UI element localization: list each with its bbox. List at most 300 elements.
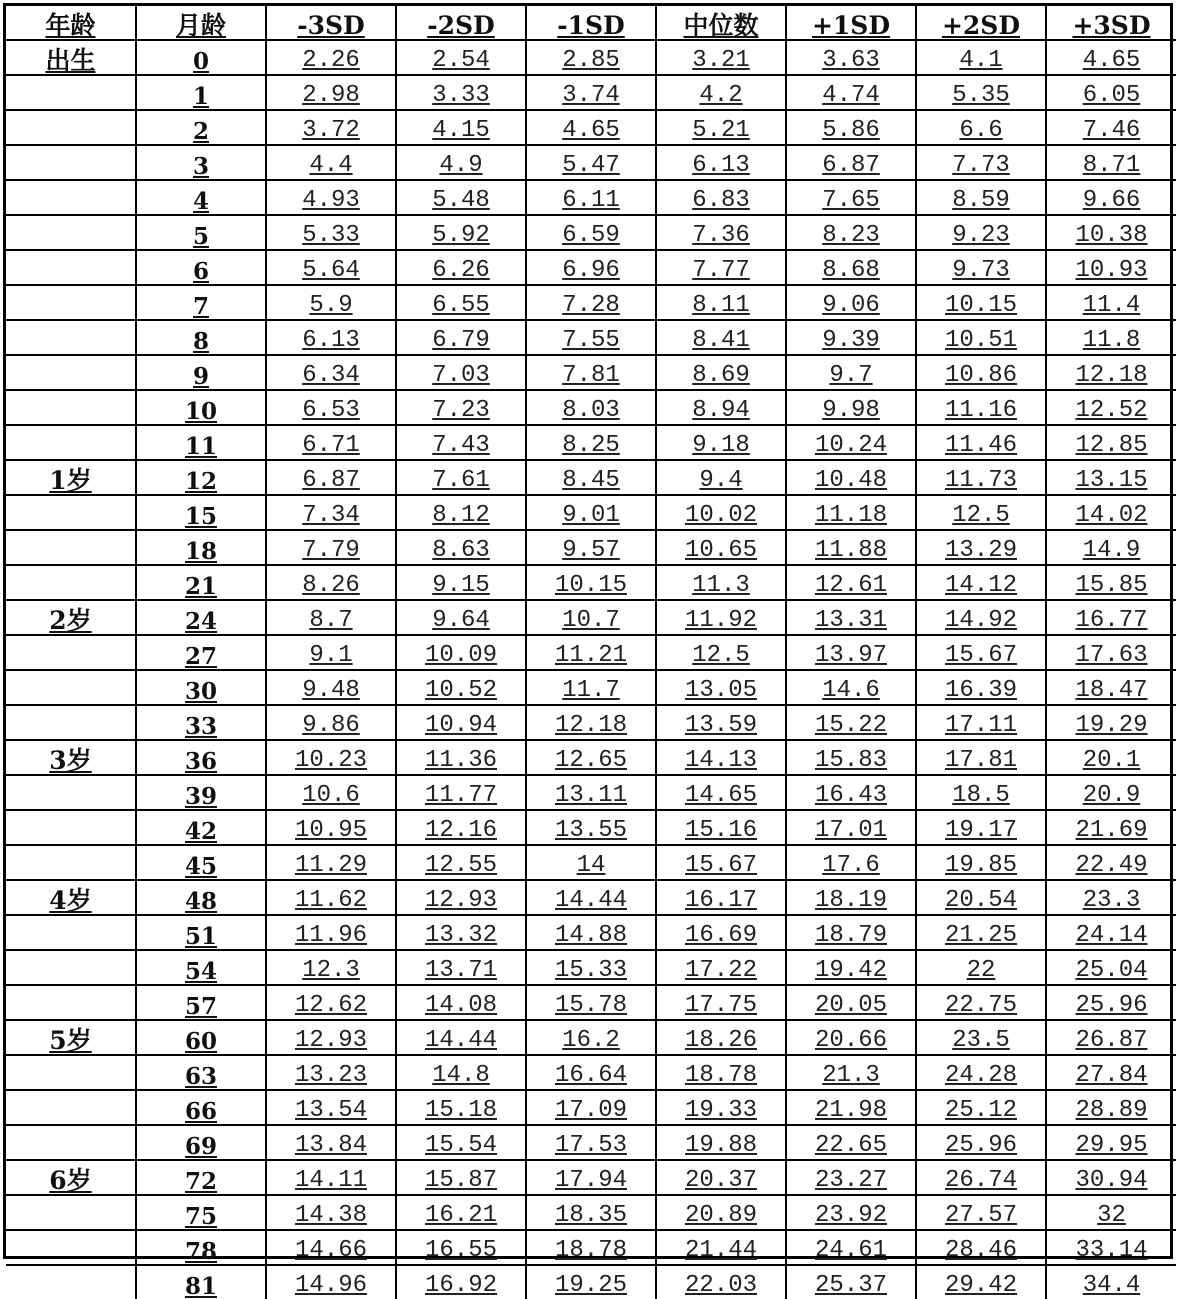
value-cell-plus-3sd: 28.89 [1046, 1090, 1176, 1125]
value-cell-median: 4.2 [656, 75, 786, 110]
value-cell-plus-1sd: 9.98 [786, 390, 916, 425]
value-cell-minus-2sd: 8.12 [396, 495, 526, 530]
age-group-cell [6, 845, 136, 880]
value-cell-median: 10.02 [656, 495, 786, 530]
value-cell-minus-1sd: 17.09 [526, 1090, 656, 1125]
table-row [6, 495, 1176, 530]
value-cell-median: 22.03 [656, 1265, 786, 1299]
value-cell-plus-1sd: 22.65 [786, 1125, 916, 1160]
value-cell-minus-2sd: 16.21 [396, 1195, 526, 1230]
age-group-cell [6, 180, 136, 215]
age-group-cell: 1岁 [6, 460, 136, 495]
header-minus-1sd: -1SD [526, 6, 656, 40]
value-cell-plus-1sd: 16.43 [786, 775, 916, 810]
age-group-cell [6, 110, 136, 145]
table-row [6, 355, 1176, 390]
age-group-cell [6, 285, 136, 320]
age-group-cell: 6岁 [6, 1160, 136, 1195]
table-row [6, 40, 1176, 75]
value-cell-minus-3sd: 14.66 [266, 1230, 396, 1265]
value-cell-minus-1sd: 6.96 [526, 250, 656, 285]
age-group-cell [6, 1265, 136, 1299]
value-cell-minus-2sd: 10.52 [396, 670, 526, 705]
table-row [6, 1090, 1176, 1125]
age-group-cell: 出生 [6, 40, 136, 75]
value-cell-median: 15.67 [656, 845, 786, 880]
value-cell-minus-3sd: 7.79 [266, 530, 396, 565]
month-age-cell: 72 [136, 1160, 266, 1195]
value-cell-plus-3sd: 6.05 [1046, 75, 1176, 110]
value-cell-plus-3sd: 15.85 [1046, 565, 1176, 600]
value-cell-minus-3sd: 2.26 [266, 40, 396, 75]
value-cell-plus-3sd: 9.66 [1046, 180, 1176, 215]
value-cell-minus-1sd: 13.11 [526, 775, 656, 810]
month-age-cell: 63 [136, 1055, 266, 1090]
value-cell-plus-2sd: 27.57 [916, 1195, 1046, 1230]
value-cell-plus-3sd: 33.14 [1046, 1230, 1176, 1265]
value-cell-minus-2sd: 2.54 [396, 40, 526, 75]
value-cell-minus-1sd: 14.44 [526, 880, 656, 915]
table-row [6, 600, 1176, 635]
value-cell-plus-3sd: 25.96 [1046, 985, 1176, 1020]
value-cell-median: 20.89 [656, 1195, 786, 1230]
value-cell-minus-1sd: 8.25 [526, 425, 656, 460]
value-cell-median: 17.22 [656, 950, 786, 985]
value-cell-plus-3sd: 30.94 [1046, 1160, 1176, 1195]
value-cell-minus-3sd: 6.13 [266, 320, 396, 355]
value-cell-plus-2sd: 22 [916, 950, 1046, 985]
value-cell-plus-3sd: 12.52 [1046, 390, 1176, 425]
value-cell-plus-2sd: 11.73 [916, 460, 1046, 495]
value-cell-plus-2sd: 21.25 [916, 915, 1046, 950]
value-cell-plus-3sd: 25.04 [1046, 950, 1176, 985]
value-cell-minus-1sd: 11.7 [526, 670, 656, 705]
value-cell-minus-2sd: 14.44 [396, 1020, 526, 1055]
value-cell-minus-1sd: 7.55 [526, 320, 656, 355]
value-cell-plus-1sd: 4.74 [786, 75, 916, 110]
value-cell-minus-1sd: 6.11 [526, 180, 656, 215]
value-cell-minus-3sd: 11.62 [266, 880, 396, 915]
table-row [6, 880, 1176, 915]
value-cell-plus-3sd: 8.71 [1046, 145, 1176, 180]
value-cell-minus-1sd: 16.2 [526, 1020, 656, 1055]
value-cell-plus-1sd: 9.39 [786, 320, 916, 355]
value-cell-minus-2sd: 16.55 [396, 1230, 526, 1265]
value-cell-median: 8.11 [656, 285, 786, 320]
value-cell-median: 21.44 [656, 1230, 786, 1265]
value-cell-minus-1sd: 2.85 [526, 40, 656, 75]
table-body [6, 40, 1176, 1299]
value-cell-plus-3sd: 18.47 [1046, 670, 1176, 705]
month-age-cell: 3 [136, 145, 266, 180]
age-group-cell: 4岁 [6, 880, 136, 915]
month-age-cell: 75 [136, 1195, 266, 1230]
table-row [6, 320, 1176, 355]
value-cell-plus-1sd: 11.18 [786, 495, 916, 530]
age-group-cell [6, 215, 136, 250]
value-cell-minus-3sd: 8.7 [266, 600, 396, 635]
value-cell-plus-2sd: 9.73 [916, 250, 1046, 285]
value-cell-plus-3sd: 12.85 [1046, 425, 1176, 460]
value-cell-minus-1sd: 18.78 [526, 1230, 656, 1265]
value-cell-plus-2sd: 17.11 [916, 705, 1046, 740]
value-cell-plus-3sd: 26.87 [1046, 1020, 1176, 1055]
table-row [6, 75, 1176, 110]
value-cell-plus-1sd: 11.88 [786, 530, 916, 565]
value-cell-minus-2sd: 15.87 [396, 1160, 526, 1195]
table-row [6, 530, 1176, 565]
table-row [6, 810, 1176, 845]
value-cell-plus-3sd: 24.14 [1046, 915, 1176, 950]
age-group-cell [6, 915, 136, 950]
month-age-cell: 8 [136, 320, 266, 355]
value-cell-minus-2sd: 5.92 [396, 215, 526, 250]
value-cell-plus-2sd: 9.23 [916, 215, 1046, 250]
value-cell-minus-2sd: 7.23 [396, 390, 526, 425]
value-cell-median: 6.13 [656, 145, 786, 180]
value-cell-median: 19.33 [656, 1090, 786, 1125]
value-cell-median: 8.94 [656, 390, 786, 425]
table-row [6, 215, 1176, 250]
growth-standard-table-frame [3, 3, 1173, 1299]
value-cell-plus-3sd: 10.93 [1046, 250, 1176, 285]
value-cell-plus-1sd: 12.61 [786, 565, 916, 600]
value-cell-plus-2sd: 23.5 [916, 1020, 1046, 1055]
age-group-cell [6, 390, 136, 425]
value-cell-minus-2sd: 7.03 [396, 355, 526, 390]
table-row [6, 1055, 1176, 1090]
value-cell-median: 8.69 [656, 355, 786, 390]
value-cell-minus-3sd: 12.62 [266, 985, 396, 1020]
value-cell-plus-1sd: 25.37 [786, 1265, 916, 1299]
month-age-cell: 11 [136, 425, 266, 460]
value-cell-plus-1sd: 17.01 [786, 810, 916, 845]
value-cell-plus-1sd: 3.63 [786, 40, 916, 75]
value-cell-minus-2sd: 11.36 [396, 740, 526, 775]
value-cell-minus-1sd: 7.28 [526, 285, 656, 320]
value-cell-minus-3sd: 6.53 [266, 390, 396, 425]
value-cell-minus-2sd: 6.55 [396, 285, 526, 320]
value-cell-median: 5.21 [656, 110, 786, 145]
value-cell-minus-1sd: 5.47 [526, 145, 656, 180]
header-minus-2sd: -2SD [396, 6, 526, 40]
value-cell-minus-3sd: 6.71 [266, 425, 396, 460]
value-cell-minus-2sd: 5.48 [396, 180, 526, 215]
value-cell-minus-2sd: 15.54 [396, 1125, 526, 1160]
month-age-cell: 9 [136, 355, 266, 390]
value-cell-plus-1sd: 8.68 [786, 250, 916, 285]
value-cell-plus-3sd: 32 [1046, 1195, 1176, 1230]
age-group-cell [6, 1195, 136, 1230]
value-cell-minus-1sd: 8.45 [526, 460, 656, 495]
value-cell-minus-3sd: 11.29 [266, 845, 396, 880]
value-cell-median: 7.77 [656, 250, 786, 285]
value-cell-minus-3sd: 10.23 [266, 740, 396, 775]
value-cell-minus-3sd: 9.1 [266, 635, 396, 670]
value-cell-minus-2sd: 10.94 [396, 705, 526, 740]
value-cell-minus-1sd: 8.03 [526, 390, 656, 425]
month-age-cell: 6 [136, 250, 266, 285]
month-age-cell: 42 [136, 810, 266, 845]
table-row [6, 915, 1176, 950]
value-cell-minus-3sd: 14.11 [266, 1160, 396, 1195]
value-cell-plus-3sd: 14.9 [1046, 530, 1176, 565]
age-group-cell [6, 705, 136, 740]
table-row [6, 1160, 1176, 1195]
value-cell-plus-1sd: 23.92 [786, 1195, 916, 1230]
value-cell-minus-1sd: 10.7 [526, 600, 656, 635]
value-cell-minus-3sd: 8.26 [266, 565, 396, 600]
value-cell-minus-1sd: 17.94 [526, 1160, 656, 1195]
age-group-cell [6, 635, 136, 670]
value-cell-minus-3sd: 6.34 [266, 355, 396, 390]
value-cell-plus-2sd: 25.96 [916, 1125, 1046, 1160]
table-row [6, 1230, 1176, 1265]
value-cell-plus-2sd: 19.17 [916, 810, 1046, 845]
value-cell-minus-1sd: 16.64 [526, 1055, 656, 1090]
age-group-cell [6, 530, 136, 565]
value-cell-plus-2sd: 19.85 [916, 845, 1046, 880]
value-cell-minus-1sd: 12.18 [526, 705, 656, 740]
value-cell-plus-2sd: 11.16 [916, 390, 1046, 425]
value-cell-minus-2sd: 12.16 [396, 810, 526, 845]
table-row [6, 1125, 1176, 1160]
table-row [6, 390, 1176, 425]
month-age-cell: 51 [136, 915, 266, 950]
value-cell-median: 16.69 [656, 915, 786, 950]
value-cell-minus-3sd: 14.38 [266, 1195, 396, 1230]
table-row [6, 1195, 1176, 1230]
value-cell-minus-1sd: 19.25 [526, 1265, 656, 1299]
value-cell-plus-1sd: 21.98 [786, 1090, 916, 1125]
value-cell-median: 19.88 [656, 1125, 786, 1160]
month-age-cell: 78 [136, 1230, 266, 1265]
table-row [6, 845, 1176, 880]
value-cell-plus-1sd: 10.24 [786, 425, 916, 460]
value-cell-plus-2sd: 14.12 [916, 565, 1046, 600]
value-cell-plus-1sd: 6.87 [786, 145, 916, 180]
value-cell-plus-1sd: 7.65 [786, 180, 916, 215]
month-age-cell: 21 [136, 565, 266, 600]
value-cell-plus-3sd: 34.4 [1046, 1265, 1176, 1299]
value-cell-plus-2sd: 10.51 [916, 320, 1046, 355]
value-cell-minus-3sd: 5.9 [266, 285, 396, 320]
value-cell-minus-2sd: 15.18 [396, 1090, 526, 1125]
value-cell-plus-1sd: 10.48 [786, 460, 916, 495]
value-cell-minus-2sd: 3.33 [396, 75, 526, 110]
month-age-cell: 24 [136, 600, 266, 635]
value-cell-minus-2sd: 13.71 [396, 950, 526, 985]
value-cell-minus-2sd: 9.15 [396, 565, 526, 600]
month-age-cell: 66 [136, 1090, 266, 1125]
age-group-cell [6, 320, 136, 355]
value-cell-minus-2sd: 14.8 [396, 1055, 526, 1090]
value-cell-minus-3sd: 10.95 [266, 810, 396, 845]
value-cell-plus-1sd: 14.6 [786, 670, 916, 705]
month-age-cell: 33 [136, 705, 266, 740]
value-cell-plus-3sd: 23.3 [1046, 880, 1176, 915]
month-age-cell: 48 [136, 880, 266, 915]
value-cell-median: 14.65 [656, 775, 786, 810]
month-age-cell: 36 [136, 740, 266, 775]
month-age-cell: 2 [136, 110, 266, 145]
header-minus-3sd: -3SD [266, 6, 396, 40]
value-cell-plus-1sd: 8.23 [786, 215, 916, 250]
value-cell-plus-3sd: 7.46 [1046, 110, 1176, 145]
value-cell-minus-3sd: 6.87 [266, 460, 396, 495]
value-cell-plus-3sd: 20.9 [1046, 775, 1176, 810]
value-cell-median: 15.16 [656, 810, 786, 845]
value-cell-plus-3sd: 4.65 [1046, 40, 1176, 75]
table-row [6, 670, 1176, 705]
value-cell-plus-2sd: 8.59 [916, 180, 1046, 215]
value-cell-plus-1sd: 23.27 [786, 1160, 916, 1195]
header-row [6, 6, 1176, 40]
value-cell-minus-2sd: 12.93 [396, 880, 526, 915]
month-age-cell: 27 [136, 635, 266, 670]
value-cell-median: 9.18 [656, 425, 786, 460]
value-cell-plus-3sd: 20.1 [1046, 740, 1176, 775]
month-age-cell: 30 [136, 670, 266, 705]
value-cell-minus-1sd: 14.88 [526, 915, 656, 950]
value-cell-minus-3sd: 4.4 [266, 145, 396, 180]
table-row [6, 110, 1176, 145]
month-age-cell: 60 [136, 1020, 266, 1055]
value-cell-plus-3sd: 13.15 [1046, 460, 1176, 495]
value-cell-plus-1sd: 9.7 [786, 355, 916, 390]
value-cell-median: 13.59 [656, 705, 786, 740]
value-cell-plus-3sd: 29.95 [1046, 1125, 1176, 1160]
age-group-cell: 2岁 [6, 600, 136, 635]
table-row [6, 425, 1176, 460]
value-cell-plus-1sd: 9.06 [786, 285, 916, 320]
value-cell-plus-2sd: 4.1 [916, 40, 1046, 75]
value-cell-minus-3sd: 7.34 [266, 495, 396, 530]
value-cell-plus-2sd: 12.5 [916, 495, 1046, 530]
value-cell-minus-1sd: 4.65 [526, 110, 656, 145]
value-cell-plus-2sd: 26.74 [916, 1160, 1046, 1195]
value-cell-median: 11.3 [656, 565, 786, 600]
value-cell-minus-2sd: 4.15 [396, 110, 526, 145]
age-group-cell [6, 950, 136, 985]
header-month: 月龄 [136, 6, 266, 40]
month-age-cell: 1 [136, 75, 266, 110]
age-group-cell [6, 670, 136, 705]
month-age-cell: 39 [136, 775, 266, 810]
value-cell-plus-2sd: 18.5 [916, 775, 1046, 810]
age-group-cell: 5岁 [6, 1020, 136, 1055]
value-cell-minus-3sd: 12.93 [266, 1020, 396, 1055]
month-age-cell: 7 [136, 285, 266, 320]
value-cell-minus-3sd: 3.72 [266, 110, 396, 145]
value-cell-plus-3sd: 11.8 [1046, 320, 1176, 355]
value-cell-plus-3sd: 27.84 [1046, 1055, 1176, 1090]
value-cell-minus-3sd: 5.64 [266, 250, 396, 285]
value-cell-minus-3sd: 13.84 [266, 1125, 396, 1160]
value-cell-minus-3sd: 11.96 [266, 915, 396, 950]
value-cell-minus-2sd: 16.92 [396, 1265, 526, 1299]
month-age-cell: 45 [136, 845, 266, 880]
value-cell-minus-3sd: 13.54 [266, 1090, 396, 1125]
value-cell-median: 6.83 [656, 180, 786, 215]
table-row [6, 950, 1176, 985]
value-cell-plus-1sd: 20.05 [786, 985, 916, 1020]
value-cell-minus-2sd: 8.63 [396, 530, 526, 565]
value-cell-minus-1sd: 9.01 [526, 495, 656, 530]
value-cell-median: 10.65 [656, 530, 786, 565]
value-cell-plus-2sd: 16.39 [916, 670, 1046, 705]
value-cell-minus-1sd: 15.33 [526, 950, 656, 985]
table-row [6, 565, 1176, 600]
age-group-cell [6, 1055, 136, 1090]
age-group-cell: 3岁 [6, 740, 136, 775]
value-cell-plus-2sd: 29.42 [916, 1265, 1046, 1299]
month-age-cell: 0 [136, 40, 266, 75]
value-cell-median: 11.92 [656, 600, 786, 635]
header-plus-2sd: +2SD [916, 6, 1046, 40]
value-cell-minus-2sd: 11.77 [396, 775, 526, 810]
value-cell-plus-1sd: 15.22 [786, 705, 916, 740]
growth-standard-table [6, 6, 1176, 1299]
age-group-cell [6, 1230, 136, 1265]
value-cell-minus-3sd: 10.6 [266, 775, 396, 810]
value-cell-median: 3.21 [656, 40, 786, 75]
value-cell-median: 14.13 [656, 740, 786, 775]
month-age-cell: 18 [136, 530, 266, 565]
value-cell-plus-3sd: 17.63 [1046, 635, 1176, 670]
value-cell-plus-3sd: 11.4 [1046, 285, 1176, 320]
value-cell-plus-3sd: 22.49 [1046, 845, 1176, 880]
value-cell-plus-3sd: 12.18 [1046, 355, 1176, 390]
value-cell-plus-1sd: 17.6 [786, 845, 916, 880]
header-age: 年龄 [6, 6, 136, 40]
value-cell-median: 9.4 [656, 460, 786, 495]
value-cell-plus-2sd: 10.86 [916, 355, 1046, 390]
value-cell-minus-2sd: 6.26 [396, 250, 526, 285]
month-age-cell: 57 [136, 985, 266, 1020]
table-row [6, 285, 1176, 320]
value-cell-plus-2sd: 17.81 [916, 740, 1046, 775]
age-group-cell [6, 775, 136, 810]
value-cell-minus-3sd: 2.98 [266, 75, 396, 110]
value-cell-median: 17.75 [656, 985, 786, 1020]
table-row [6, 180, 1176, 215]
value-cell-plus-3sd: 16.77 [1046, 600, 1176, 635]
month-age-cell: 15 [136, 495, 266, 530]
age-group-cell [6, 1125, 136, 1160]
value-cell-minus-3sd: 13.23 [266, 1055, 396, 1090]
value-cell-plus-1sd: 24.61 [786, 1230, 916, 1265]
table-row [6, 250, 1176, 285]
value-cell-minus-1sd: 9.57 [526, 530, 656, 565]
value-cell-plus-2sd: 25.12 [916, 1090, 1046, 1125]
value-cell-plus-1sd: 13.31 [786, 600, 916, 635]
table-row [6, 460, 1176, 495]
value-cell-median: 20.37 [656, 1160, 786, 1195]
value-cell-minus-2sd: 14.08 [396, 985, 526, 1020]
age-group-cell [6, 985, 136, 1020]
value-cell-plus-2sd: 11.46 [916, 425, 1046, 460]
value-cell-plus-2sd: 22.75 [916, 985, 1046, 1020]
table-row [6, 635, 1176, 670]
age-group-cell [6, 1090, 136, 1125]
month-age-cell: 54 [136, 950, 266, 985]
value-cell-minus-1sd: 12.65 [526, 740, 656, 775]
value-cell-minus-3sd: 9.48 [266, 670, 396, 705]
value-cell-median: 13.05 [656, 670, 786, 705]
month-age-cell: 5 [136, 215, 266, 250]
age-group-cell [6, 495, 136, 530]
